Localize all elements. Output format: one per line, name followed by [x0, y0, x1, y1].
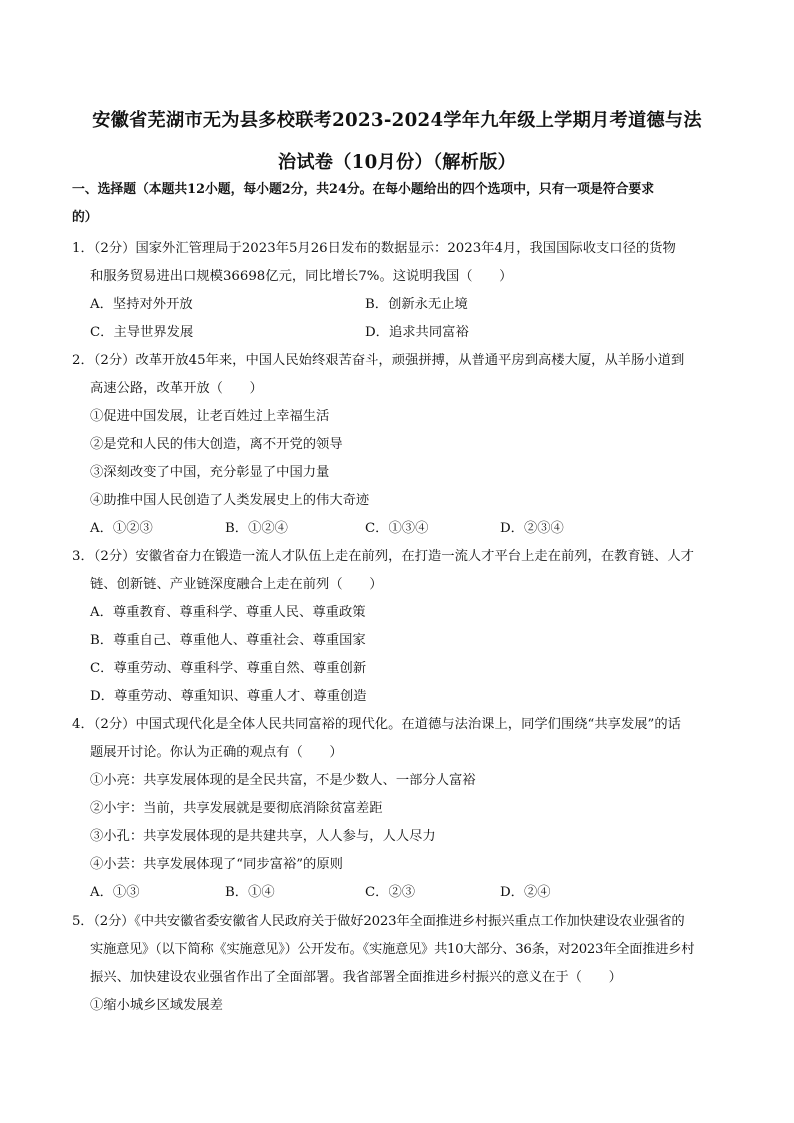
- question-3-option-d: D．尊重劳动、尊重知识、尊重人才、尊重创造: [90, 689, 367, 704]
- question-2-statement-4: ④助推中国人民创造了人类发展史上的伟大奇迹: [90, 493, 370, 508]
- question-4-statement-2: ②小宇：当前，共享发展就是要彻底消除贫富差距: [90, 801, 383, 816]
- question-2-statement-2: ②是党和人民的伟大创造，离不开党的领导: [90, 437, 343, 452]
- question-4-option-b: B．①④: [225, 885, 275, 900]
- question-2-option-b: B．①②④: [225, 521, 288, 536]
- question-4-statement-4: ④小芸：共享发展体现了“同步富裕”的原则: [90, 857, 343, 872]
- question-3-option-c: C．尊重劳动、尊重科学、尊重自然、尊重创新: [90, 661, 367, 676]
- question-2-statement-1: ①促进中国发展，让老百姓过上幸福生活: [90, 409, 330, 424]
- document-title-line-1: 安徽省芜湖市无为县多校联考2023-2024学年九年级上学期月考道德与法: [92, 110, 702, 131]
- document-title-line-2: 治试卷（10月份）（解析版）: [277, 152, 517, 173]
- question-3-stem-cont: 链、创新链、产业链深度融合上走在前列（ ）: [90, 577, 383, 592]
- question-5-statement-1: ①缩小城乡区域发展差: [90, 998, 223, 1013]
- section-heading-line-2: 的）: [72, 210, 98, 225]
- question-2-option-a: A．①②③: [90, 521, 153, 536]
- question-2-option-c: C．①③④: [365, 521, 429, 536]
- question-4-statement-3: ③小孔：共享发展体现的是共建共享，人人参与，人人尽力: [90, 829, 436, 844]
- question-1-stem: 1．（2分）国家外汇管理局于2023年5月26日发布的数据显示：2023年4月，我国国际收支口径的货物: [72, 241, 676, 256]
- question-3-stem: 3．（2分）安徽省奋力在锻造一流人才队伍上走在前列，在打造一流人才平台上走在前列，在教育链、人才: [72, 549, 694, 564]
- question-2-stem-cont: 高速公路，改革开放（ ）: [90, 381, 263, 396]
- question-1-option-c: C．主导世界发展: [90, 325, 194, 340]
- question-5-stem-cont-1: 实施意见》（以下简称《实施意见》）公开发布。《实施意见》共10大部分、36条，对2023年全面推进乡村: [90, 942, 695, 957]
- question-1-option-b: B．创新永无止境: [365, 297, 468, 312]
- question-5-stem: 5．（2分）《中共安徽省委安徽省人民政府关于做好2023年全面推进乡村振兴重点工作加快建设农业强省的: [72, 914, 685, 929]
- question-3-option-a: A．尊重教育、尊重科学、尊重人民、尊重政策: [90, 605, 366, 620]
- question-2-stem: 2．（2分）改革开放45年来，中国人民始终艰苦奋斗，顽强拼搏，从普通平房到高楼大厦，从羊肠小道到: [72, 353, 685, 368]
- question-4-option-c: C．②③: [365, 885, 416, 900]
- question-4-option-d: D．②④: [500, 885, 551, 900]
- question-4-stem-cont: 题展开讨论。你认为正确的观点有（ ）: [90, 745, 343, 760]
- question-5-stem-cont-2: 振兴、加快建设农业强省作出了全面部署。我省部署全面推进乡村振兴的意义在于（ ）: [90, 970, 622, 985]
- question-3-option-b: B．尊重自己、尊重他人、尊重社会、尊重国家: [90, 633, 366, 648]
- question-4-stem: 4．（2分）中国式现代化是全体人民共同富裕的现代化。在道德与法治课上，同学们围绕“共享发展”的话: [72, 717, 681, 732]
- question-4-statement-1: ①小亮：共享发展体现的是全民共富，不是少数人、一部分人富裕: [90, 773, 476, 788]
- question-4-option-a: A．①③: [90, 885, 140, 900]
- section-heading-line-1: 一、选择题（本题共12小题，每小题2分，共24分。在每小题给出的四个选项中，只有一项是符合要求: [72, 182, 654, 197]
- question-1-option-a: A．坚持对外开放: [90, 297, 193, 312]
- question-1-option-d: D．追求共同富裕: [365, 325, 469, 340]
- question-2-option-d: D．②③④: [500, 521, 564, 536]
- question-1-stem-cont: 和服务贸易进出口规模36698亿元，同比增长7%。这说明我国（ ）: [90, 269, 513, 284]
- question-2-statement-3: ③深刻改变了中国，充分彰显了中国力量: [90, 465, 330, 480]
